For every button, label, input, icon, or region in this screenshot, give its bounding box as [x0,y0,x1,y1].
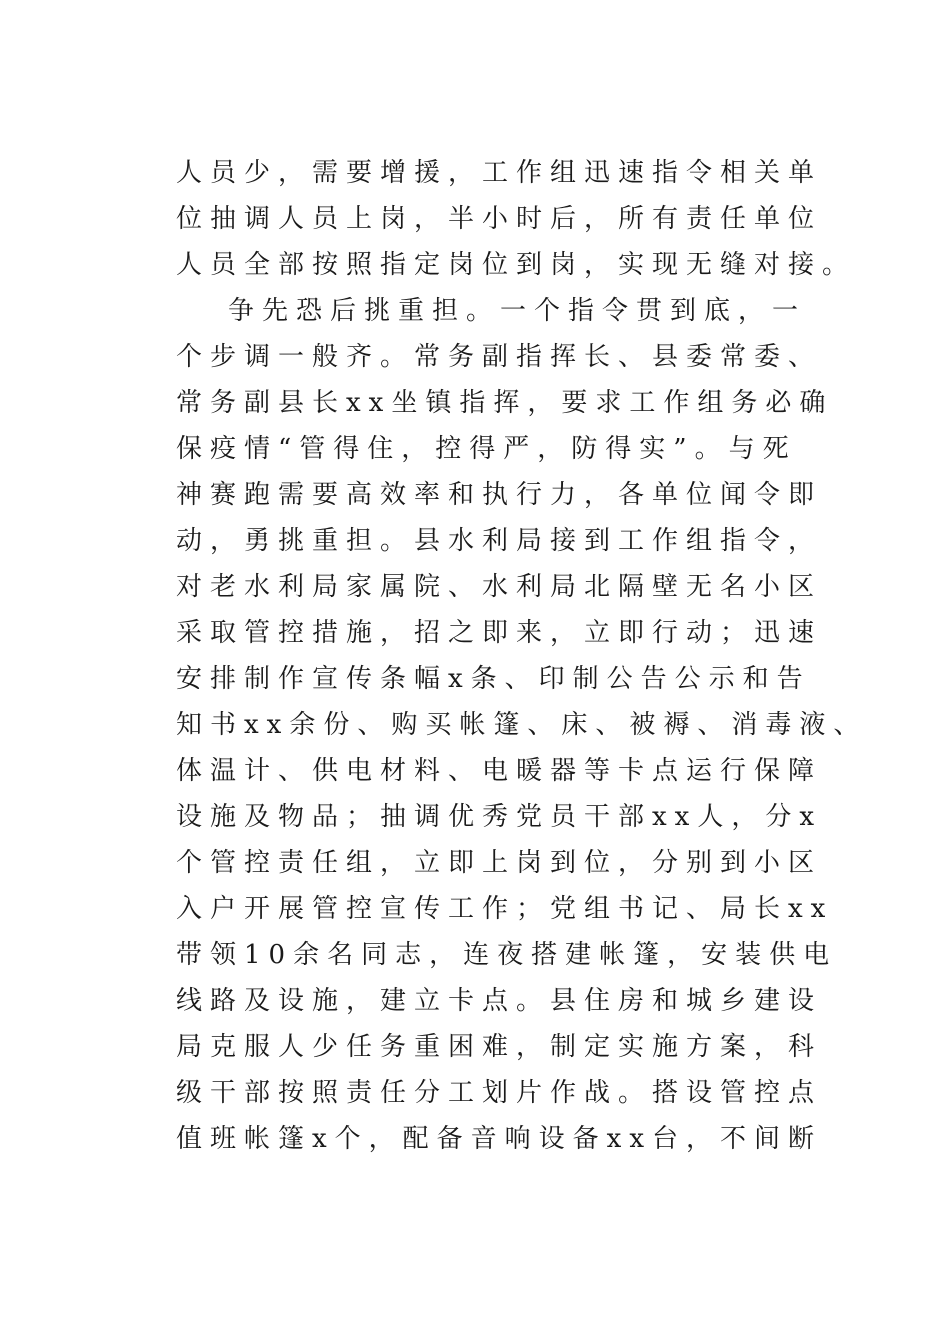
text-line: 级干部按照责任分工划片作战。搭设管控点 [176,1078,823,1108]
text-line: 带领10余名同志，连夜搭建帐篷，安装供电 [176,940,838,970]
text-line: 入户开展管控宣传工作；党组书记、局长xx [176,894,834,924]
text-line: 线路及设施，建立卡点。县住房和城乡建设 [176,986,823,1016]
text-line: 安排制作宣传条幅x条、印制公告公示和告 [176,664,811,694]
text-line: 采取管控措施，招之即来，立即行动；迅速 [176,618,823,648]
text-line: 值班帐篷x个，配备音响设备xx台，不间断 [176,1124,822,1154]
text-line: 常务副县长xx坐镇指挥，要求工作组务必确 [176,388,834,418]
text-line: 对老水利局家属院、水利局北隔壁无名小区 [176,572,823,602]
text-line: 人员全部按照指定岗位到岗，实现无缝对接。 [176,250,857,280]
text-line: 位抽调人员上岗，半小时后，所有责任单位 [176,204,823,234]
text-line: 局克服人少任务重困难，制定实施方案，科 [176,1032,823,1062]
text-line: 保疫情“管得住，控得严，防得实”。与死 [176,434,797,464]
text-line: 个管控责任组，立即上岗到位，分别到小区 [176,848,823,878]
text-line: 体温计、供电材料、电暖器等卡点运行保障 [176,756,823,786]
text-line: 动，勇挑重担。县水利局接到工作组指令， [176,526,823,556]
text-line: 知书xx余份、购买帐篷、床、被褥、消毒液、 [176,710,868,740]
paragraph-start-line: 争先恐后挑重担。一个指令贯到底，一 [228,296,807,326]
document-body [176,150,868,1162]
text-line: 人员少，需要增援，工作组迅速指令相关单 [176,158,823,188]
text-line: 设施及物品；抽调优秀党员干部xx人，分x [176,802,822,832]
text-line: 神赛跑需要高效率和执行力，各单位闻令即 [176,480,823,510]
text-line: 个步调一般齐。常务副指挥长、县委常委、 [176,342,823,372]
